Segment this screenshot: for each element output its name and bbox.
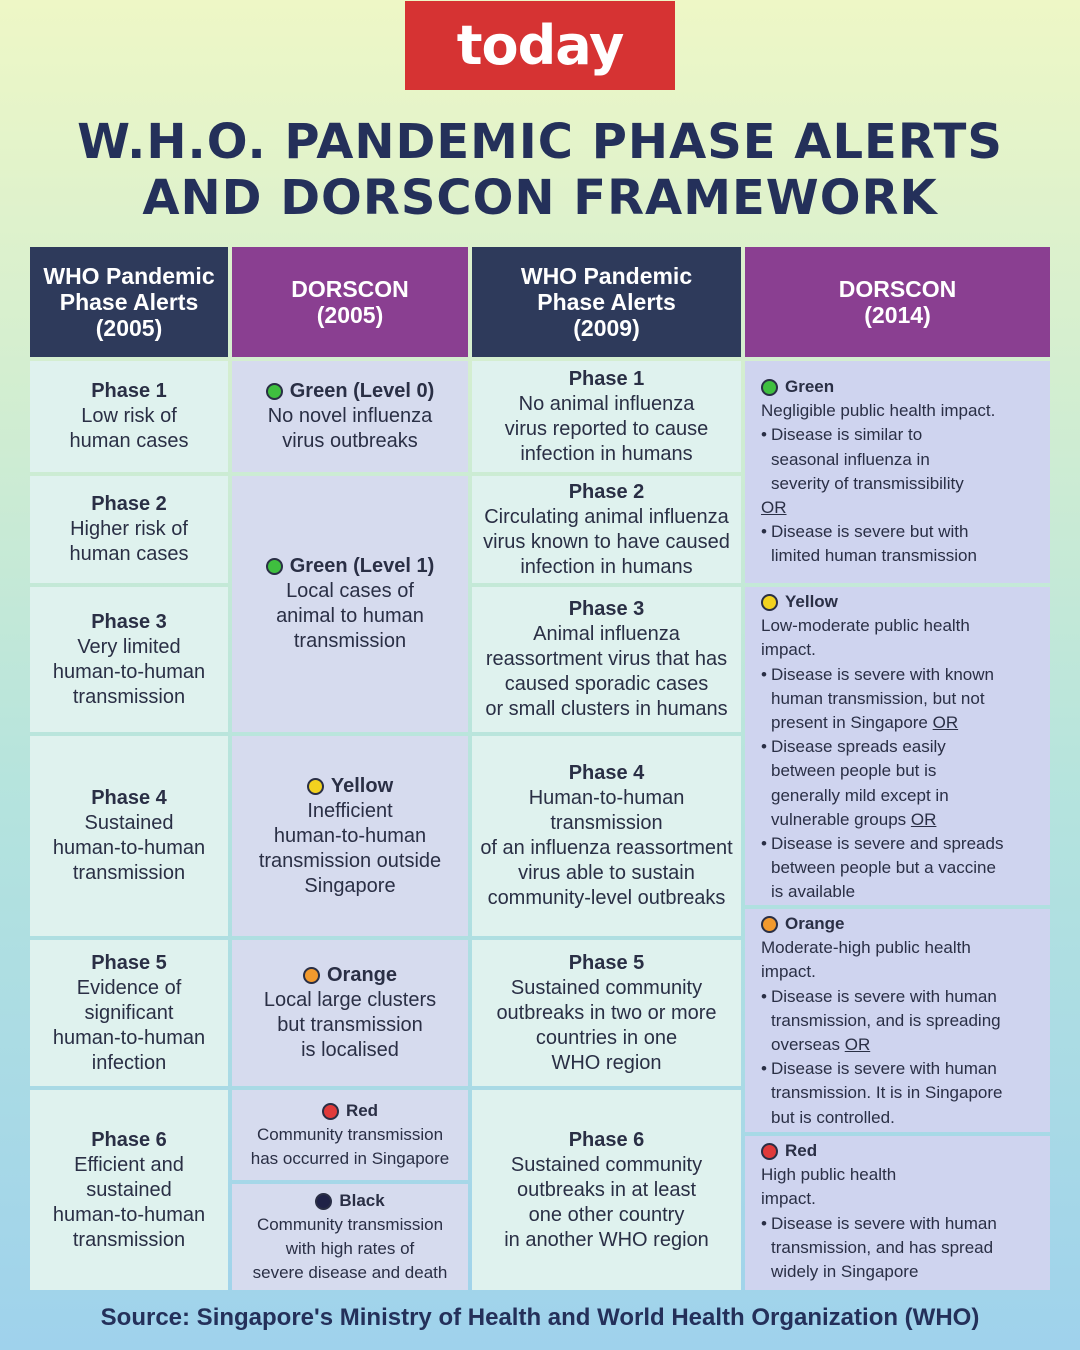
- impact-text: Moderate-high public health: [761, 938, 971, 958]
- phase-text: caused sporadic cases: [504, 673, 709, 695]
- phase-text: Human-to-human transmission: [528, 787, 685, 834]
- level-text: is localised: [301, 1039, 399, 1061]
- phase-text: virus known to have caused: [483, 530, 730, 553]
- bullet-line: Disease spreads easily: [771, 737, 946, 757]
- phase-text: Sustained: [84, 812, 174, 834]
- bullet-line: Disease is similar to: [771, 425, 923, 445]
- bullet-item: • Disease is similar to seasonal influenza in severity of transmissibility: [761, 423, 964, 496]
- who2009-phase-1: [472, 361, 741, 472]
- black-dot-icon: [315, 1193, 332, 1210]
- bullet-line: Disease is severe with known: [771, 664, 994, 684]
- level-text: has occurred in Singapore: [250, 1149, 450, 1168]
- phase-text: human-to-human: [52, 1026, 206, 1049]
- level-label: [761, 375, 834, 399]
- header-text: DORSCON: [291, 276, 409, 302]
- level-text: with high rates of: [285, 1239, 415, 1258]
- dorscon2005-orange: [232, 940, 468, 1086]
- level-label: [761, 590, 838, 614]
- phase-text: Efficient and: [74, 1153, 184, 1176]
- level-text: Singapore: [304, 874, 396, 897]
- level-name: Green: [785, 377, 835, 396]
- impact-text: Negligible public health impact.: [761, 401, 996, 421]
- level-text: Local large clusters: [263, 989, 437, 1011]
- bullet-line: limited human transmission: [771, 546, 977, 566]
- who2009-phase-5: [472, 940, 741, 1086]
- phase-text: infection in humans: [520, 442, 693, 465]
- header-dorscon-2014: [745, 247, 1050, 357]
- header-text: WHO Pandemic: [43, 263, 215, 289]
- who2009-phase-3: [472, 587, 741, 732]
- impact-text: High public health: [761, 1165, 897, 1185]
- level-name: Black: [339, 1191, 385, 1210]
- level-text: Inefficient: [307, 799, 393, 822]
- impact-text: impact.: [761, 962, 816, 982]
- bullet-item: • Disease is severe and spreads between people but a vaccine is available: [761, 832, 1003, 905]
- phase-text: significant: [84, 1001, 174, 1024]
- page-title: [0, 114, 1080, 226]
- phase-text: human cases: [69, 430, 189, 452]
- phase-text: of an influenza reassortment: [480, 837, 733, 859]
- level-label: [307, 774, 393, 799]
- level-text: virus outbreaks: [282, 430, 418, 452]
- bullet-line: Disease is severe with human: [771, 986, 997, 1006]
- bullet-line: between people but is: [771, 761, 937, 781]
- phase-text: transmission: [72, 685, 186, 708]
- header-text: Phase Alerts: [537, 289, 676, 315]
- phase-label: Phase 2: [91, 493, 167, 515]
- bullet-line: Disease is severe with human: [771, 1213, 997, 1233]
- who2009-phase-2: [472, 476, 741, 583]
- header-text: WHO Pandemic: [520, 263, 693, 289]
- bullet-item: • Disease is severe but with limited human transmission: [761, 520, 977, 568]
- level-text: human-to-human: [273, 824, 427, 847]
- phase-text: or small clusters in humans: [485, 698, 728, 720]
- title-line-1: W.H.O. PANDEMIC PHASE ALERTS: [77, 114, 1003, 170]
- today-logo: today: [405, 1, 675, 90]
- phase-text: human-to-human: [52, 1203, 206, 1226]
- phase-text: in another WHO region: [504, 1228, 709, 1251]
- level-label: [303, 963, 397, 988]
- green-dot-icon: [266, 383, 283, 400]
- or-connector: OR: [844, 1035, 871, 1055]
- level-name: Green (Level 1): [289, 555, 435, 577]
- phase-label: Phase 5: [568, 951, 645, 974]
- impact-text: impact.: [761, 640, 816, 660]
- level-name: Orange: [326, 964, 398, 986]
- dorscon2005-green-level-0: [232, 361, 468, 472]
- level-name: Yellow: [785, 592, 838, 611]
- level-text: Community transmission: [256, 1215, 444, 1234]
- bullet-line: transmission, and is spreading: [771, 1010, 1001, 1030]
- red-dot-icon: [322, 1103, 339, 1120]
- title-line-2: AND DORSCON FRAMEWORK: [142, 170, 938, 226]
- level-label: [315, 1189, 384, 1213]
- bullet-item: • Disease spreads easily between people but is generally mild except in vulnerable groups OR: [761, 737, 949, 829]
- phase-text: No animal influenza: [518, 392, 695, 415]
- level-text: Community transmission: [256, 1125, 444, 1144]
- bullet-item: • Disease is severe with human transmission, and is spreading overseas OR: [761, 986, 1001, 1055]
- header-dorscon-2005: [232, 247, 468, 357]
- who2009-phase-4: [472, 736, 741, 936]
- bullet-item: • Disease is severe with human transmission. It is in Singapore but is controlled.: [761, 1057, 1003, 1130]
- bullet-line: overseas: [771, 1035, 840, 1055]
- bullet-line: Disease is severe with human: [771, 1059, 997, 1079]
- phase-text: Evidence of: [76, 976, 182, 999]
- phase-text: Sustained community: [510, 976, 703, 999]
- phase-label: Phase 4: [568, 762, 645, 784]
- orange-dot-icon: [303, 967, 320, 984]
- phase-text: Very limited: [77, 635, 181, 658]
- green-dot-icon: [266, 558, 283, 575]
- phase-text: outbreaks in two or more: [496, 1001, 717, 1024]
- phase-text: human-to-human: [52, 660, 206, 683]
- header-text: (2009): [573, 315, 640, 341]
- dorscon2005-green-level-1: [232, 476, 468, 732]
- phase-label: Phase 6: [568, 1128, 645, 1151]
- level-text: animal to human: [276, 605, 424, 627]
- phase-label: Phase 5: [91, 951, 167, 974]
- dorscon2014-green: [745, 361, 1050, 583]
- phase-text: virus reported to cause: [504, 417, 709, 440]
- bullet-line: Disease is severe and spreads: [771, 834, 1004, 854]
- source-note: Source: Singapore's Ministry of Health and World Health Organization (WHO): [100, 1304, 980, 1331]
- phase-text: Animal influenza: [533, 623, 680, 645]
- bullet-line: generally mild except in: [771, 785, 949, 805]
- phase-label: Phase 2: [568, 480, 645, 503]
- phase-text: human cases: [69, 543, 189, 565]
- phase-text: WHO region: [551, 1051, 662, 1074]
- header-text: (2014): [864, 302, 931, 328]
- phase-text: Low risk of: [81, 405, 177, 427]
- header-who-2009: [472, 247, 741, 357]
- header-text: DORSCON: [838, 276, 957, 302]
- level-name: Yellow: [330, 774, 394, 797]
- header-text: (2005): [316, 302, 384, 328]
- level-label: [761, 912, 845, 936]
- bullet-line: but is controlled.: [771, 1107, 895, 1127]
- phase-text: one other country: [528, 1203, 685, 1226]
- who2005-phase-2: [30, 476, 228, 583]
- who2009-phase-6: [472, 1090, 741, 1290]
- bullet-line: present in Singapore: [771, 713, 928, 733]
- bullet-line: seasonal influenza in: [771, 449, 930, 469]
- phase-text: human-to-human: [52, 837, 206, 859]
- impact-text: Low-moderate public health: [761, 616, 970, 636]
- bullet-line: vulnerable groups: [771, 809, 907, 829]
- dorscon2005-yellow: [232, 736, 468, 936]
- phase-label: Phase 3: [568, 598, 645, 620]
- phase-text: transmission: [72, 862, 186, 884]
- impact-text: impact.: [761, 1189, 816, 1209]
- who2005-phase-4: [30, 736, 228, 936]
- level-text: but transmission: [277, 1014, 423, 1036]
- phase-text: Sustained community: [510, 1153, 703, 1176]
- level-text: No novel influenza: [267, 405, 433, 427]
- phase-text: sustained: [86, 1178, 172, 1201]
- phase-label: Phase 3: [91, 610, 167, 633]
- level-name: Red: [345, 1101, 379, 1120]
- yellow-dot-icon: [307, 778, 324, 795]
- phase-text: outbreaks in at least: [517, 1178, 696, 1201]
- bullet-item: • Disease is severe with human transmission, and has spread widely in Singapore: [761, 1212, 997, 1285]
- phase-text: countries in one: [535, 1026, 678, 1049]
- dorscon2014-yellow: [745, 587, 1050, 905]
- phase-text: transmission: [72, 1228, 186, 1251]
- level-label: [761, 1139, 817, 1163]
- header-text: (2005): [95, 315, 163, 341]
- who2005-phase-1: [30, 361, 228, 472]
- or-connector: OR: [932, 713, 959, 733]
- bullet-line: Disease is severe but with: [771, 522, 969, 542]
- phase-text: virus able to sustain: [518, 862, 695, 884]
- level-text: transmission: [293, 630, 407, 652]
- phase-text: infection: [91, 1051, 167, 1074]
- who2005-phase-3: [30, 587, 228, 732]
- header-who-2005: [30, 247, 228, 357]
- phase-text: community-level outbreaks: [487, 887, 726, 909]
- dorscon2014-red: [745, 1136, 1050, 1290]
- dorscon2014-orange: [745, 909, 1050, 1132]
- bullet-line: widely in Singapore: [771, 1262, 919, 1282]
- phase-text: reassortment virus that has: [485, 648, 728, 670]
- level-text: severe disease and death: [252, 1263, 448, 1282]
- who2005-phase-5: [30, 940, 228, 1086]
- level-name: Red: [785, 1141, 818, 1160]
- or-connector: OR: [910, 809, 937, 829]
- phase-text: infection in humans: [520, 555, 693, 578]
- level-label: [322, 1099, 378, 1123]
- phase-label: Phase 4: [91, 787, 167, 809]
- orange-dot-icon: [761, 916, 778, 933]
- bullet-line: human transmission, but not: [771, 688, 985, 708]
- level-text: Local cases of: [286, 580, 414, 602]
- phase-text: Higher risk of: [70, 518, 188, 540]
- header-text: Phase Alerts: [59, 289, 199, 315]
- level-name: Orange: [785, 914, 845, 933]
- yellow-dot-icon: [761, 594, 778, 611]
- level-name: Green (Level 0): [289, 380, 435, 402]
- who2005-phase-6: [30, 1090, 228, 1290]
- bullet-line: between people but a vaccine: [771, 858, 996, 878]
- bullet-line: severity of transmissibility: [771, 473, 964, 493]
- phase-label: Phase 6: [91, 1128, 167, 1151]
- bullet-line: transmission, and has spread: [771, 1237, 994, 1257]
- bullet-item: • Disease is severe with known human transmission, but not present in Singapore OR: [761, 664, 994, 733]
- green-dot-icon: [761, 379, 778, 396]
- red-dot-icon: [761, 1143, 778, 1160]
- level-label: [266, 554, 435, 579]
- level-label: [266, 379, 435, 404]
- or-connector: OR: [761, 498, 787, 518]
- bullet-line: transmission. It is in Singapore: [771, 1083, 1003, 1103]
- phase-label: Phase 1: [568, 367, 645, 390]
- level-text: transmission outside: [258, 849, 442, 872]
- bullet-line: is available: [771, 882, 856, 902]
- phase-label: Phase 1: [91, 380, 167, 402]
- phase-text: Circulating animal influenza: [484, 505, 729, 528]
- dorscon2005-red: [232, 1090, 468, 1180]
- dorscon2005-black: [232, 1184, 468, 1290]
